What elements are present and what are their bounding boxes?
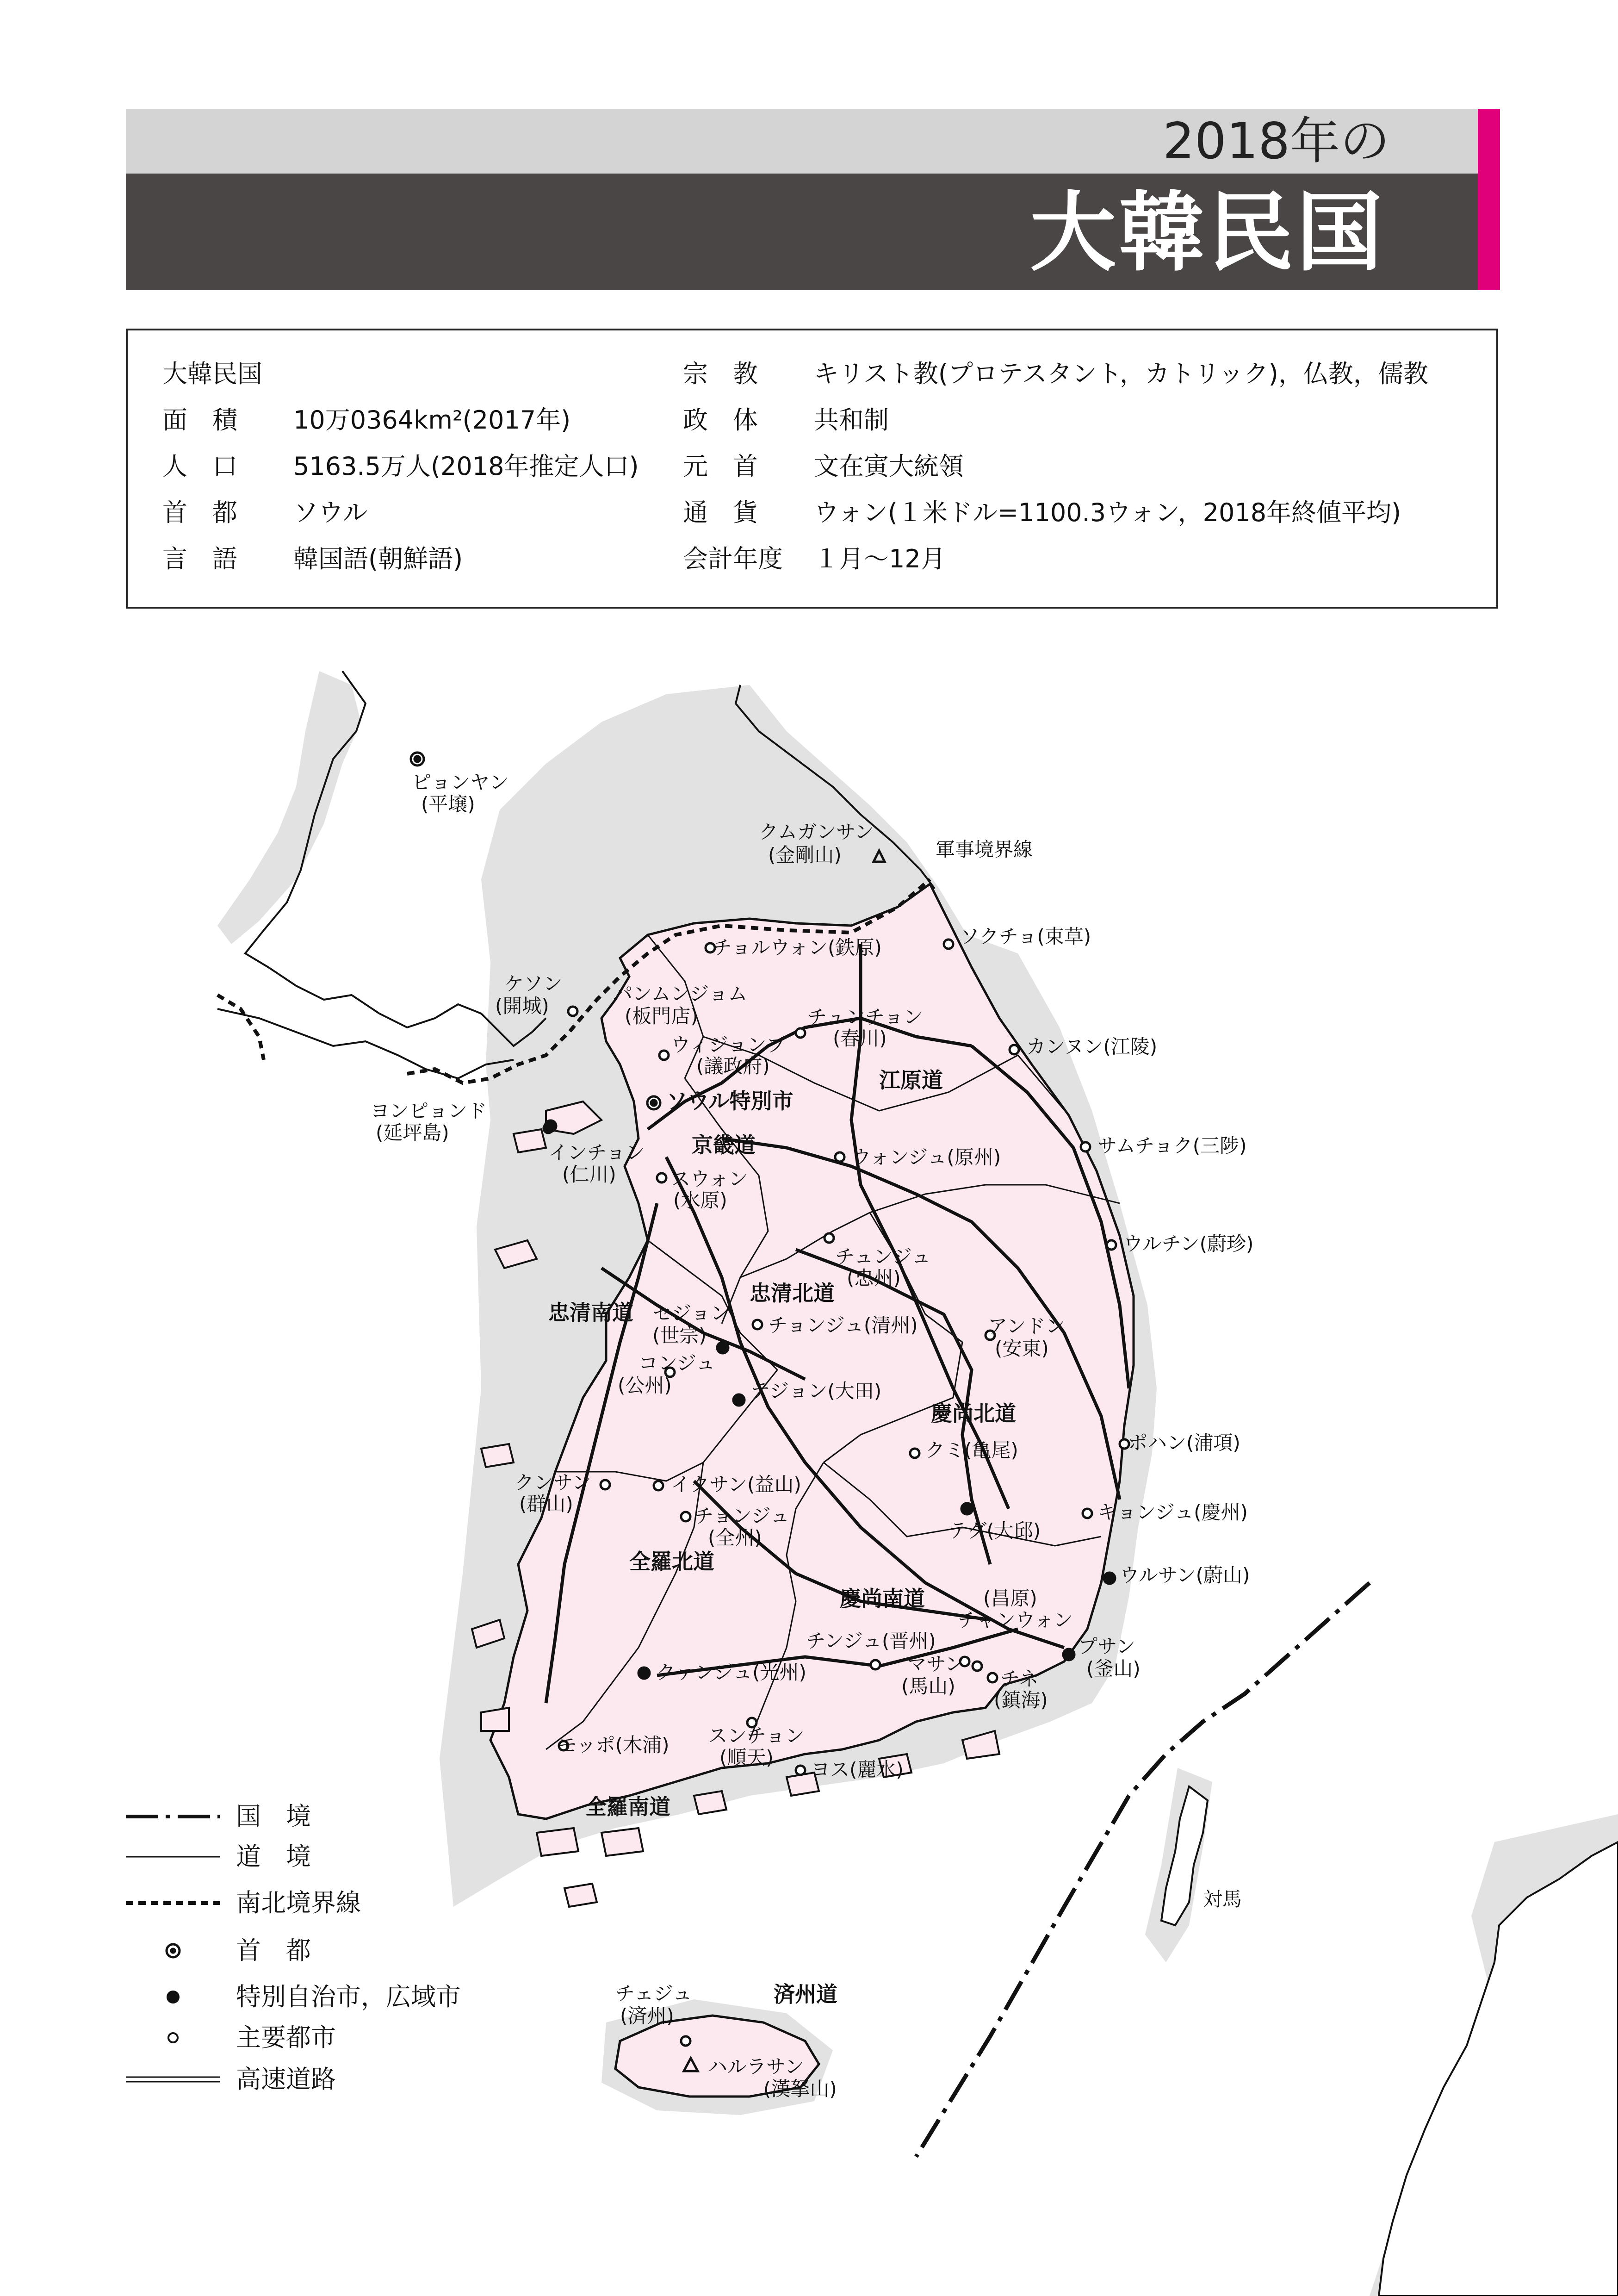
label-busan-1: プサン: [1078, 1635, 1135, 1658]
legend-capital-symbol: [167, 1944, 180, 1957]
label-gongju-2: (公州): [618, 1374, 672, 1397]
label-suwon-1: スウォン: [671, 1168, 748, 1190]
label-masan-1: マサン: [907, 1653, 964, 1675]
capital-value: ソウル: [293, 498, 368, 527]
label-gangwon: 江原道: [879, 1068, 943, 1093]
legend-major-city: 主要都市: [236, 2023, 336, 2052]
label-ulsan: ウルサン(蔚山): [1120, 1564, 1250, 1587]
head-value: 文在寅大統領: [814, 452, 964, 481]
label-jeonnam: 全羅南道: [585, 1794, 670, 1819]
area-label: 面 積: [162, 405, 237, 435]
city-marker-gumi: [910, 1449, 919, 1458]
label-jeju-province: 済州道: [774, 1982, 837, 2007]
legend-expressway-symbol: [126, 2077, 220, 2082]
label-yeonpyeong-2: (延坪島): [376, 1121, 449, 1144]
legend-special-city-symbol: [167, 1991, 179, 2003]
language-value: 韓国語(朝鮮語): [293, 544, 463, 573]
label-sejong-2: (世宗): [652, 1324, 707, 1347]
label-gyeongnam: 慶尚南道: [840, 1586, 925, 1611]
city-marker-kaesong: [568, 1007, 577, 1016]
label-cheorwon: チョルウォン(鉄原): [713, 936, 882, 959]
religion-label: 宗 教: [683, 359, 758, 388]
label-cheongju: チョンジュ(清州): [768, 1314, 918, 1337]
label-changwon-2: チャンウォン: [958, 1609, 1073, 1631]
label-hallasan-1: ハルラサン: [708, 2055, 804, 2078]
label-suncheon-2: (順天): [719, 1746, 774, 1769]
label-gunsan-1: クンサン: [515, 1471, 591, 1494]
capital-marker-seoul: [647, 1096, 660, 1109]
label-sokcho: ソクチョ(束草): [960, 925, 1091, 948]
label-jinhae-2: (鎮海): [994, 1689, 1048, 1711]
metro-marker-daegu: [961, 1503, 973, 1514]
label-gyeongju: キョンジュ(慶州): [1097, 1501, 1248, 1524]
currency-value: ウォン(１米ドル=1100.3ウォン，2018年終値平均): [814, 498, 1401, 527]
header-year: 2018年の: [1163, 112, 1390, 170]
label-andong-2: (安東): [995, 1337, 1049, 1360]
legend-capital: 首 都: [236, 1936, 311, 1965]
population-value: 5163.5万人(2018年推定人口): [293, 452, 639, 481]
legend-major-city-symbol: [168, 2033, 178, 2042]
city-marker-yeosu: [796, 1766, 805, 1775]
label-chuncheon-2: (春川): [833, 1027, 887, 1050]
label-seoul: ソウル特別市: [666, 1089, 794, 1114]
city-marker-jeju: [681, 2036, 690, 2046]
government-value: 共和制: [814, 405, 889, 435]
label-wonju: ウォンジュ(原州): [851, 1146, 1001, 1169]
label-jeonju-1: チョンジュ: [694, 1505, 790, 1527]
capital-marker-pyongyang: [411, 753, 424, 765]
label-sejong-1: セジョン: [652, 1302, 730, 1325]
city-marker-wonju: [835, 1152, 844, 1162]
north-coast-shadow: [217, 671, 361, 944]
metro-marker-incheon: [545, 1120, 556, 1132]
city-marker-suwon: [657, 1173, 666, 1182]
label-andong-1: アンドン: [988, 1315, 1065, 1338]
label-jinju: チンジュ(晋州): [806, 1630, 936, 1652]
label-suwon-2: (水原): [673, 1189, 727, 1212]
city-marker-uljin: [1107, 1240, 1116, 1250]
label-uijeongbu-2: (議政府): [696, 1055, 770, 1077]
label-tsushima: 対馬: [1203, 1888, 1242, 1910]
label-busan-2: (釜山): [1086, 1657, 1141, 1680]
label-suncheon-1: スンチョン: [708, 1724, 805, 1747]
label-chungju-2: (忠州): [847, 1267, 901, 1289]
label-gongju-1: コンジュ: [639, 1352, 716, 1375]
label-panmunjom-2: (板門店): [625, 1005, 698, 1027]
metro-marker-busan: [1063, 1649, 1074, 1660]
legend-special-city: 特別自治市，広域市: [236, 1982, 461, 2011]
city-marker-cheongju: [753, 1320, 762, 1329]
city-marker-uijeongbu: [659, 1051, 669, 1060]
label-pyongyang-2: (平壌): [421, 793, 475, 815]
city-marker-gyeongju: [1083, 1509, 1092, 1518]
city-marker-gunsan: [601, 1480, 610, 1489]
religion-value: キリスト教(プロテスタント，カトリック)，仏教，儒教: [814, 359, 1428, 388]
city-marker-chuncheon: [796, 1028, 805, 1038]
label-kaesong-1: ケソン: [504, 972, 563, 995]
official-name: 大韓民国: [162, 359, 262, 388]
fiscal-year-value: １月～12月: [814, 544, 946, 573]
city-marker-chungju: [824, 1233, 834, 1243]
label-panmunjom-1: パンムンジョム: [613, 983, 748, 1005]
metro-marker-gwangju: [639, 1668, 650, 1679]
label-kumgang-2: (金剛山): [768, 844, 842, 866]
label-kumgang-1: クムガンサン: [759, 821, 874, 843]
language-label: 言 語: [162, 544, 237, 573]
label-masan-2: (馬山): [901, 1675, 955, 1698]
label-chuncheon-1: チュンチョン: [807, 1006, 923, 1028]
label-chungju-1: チュンジュ: [835, 1245, 931, 1268]
label-chungnam: 忠清南道: [548, 1300, 633, 1325]
label-uijeongbu-1: ウィジョンブ: [671, 1033, 786, 1056]
label-gunsan-2: (群山): [519, 1493, 573, 1515]
metro-marker-daejeon: [733, 1394, 744, 1406]
legend-north-south-line: 南北境界線: [236, 1888, 361, 1917]
label-jeonju-2: (全州): [708, 1526, 762, 1549]
city-marker-jinju: [871, 1660, 880, 1669]
label-jeju-2: (済州): [620, 2004, 674, 2027]
currency-label: 通 貨: [683, 498, 758, 527]
metro-marker-sejong: [717, 1342, 728, 1353]
city-marker-changwon: [973, 1661, 982, 1671]
label-incheon-2: (仁川): [562, 1163, 616, 1186]
city-marker-pohang: [1120, 1439, 1129, 1449]
city-marker-jeonju: [681, 1512, 690, 1521]
label-jeonbuk: 全羅北道: [629, 1549, 714, 1574]
legend-provincial-border: 道 境: [236, 1842, 311, 1871]
label-gyeonggi: 京畿道: [692, 1132, 756, 1157]
label-jeju-1: チェジュ: [615, 1982, 692, 2005]
city-marker-samcheok: [1081, 1142, 1090, 1151]
label-pohang: ポハン(浦項): [1128, 1431, 1240, 1454]
population-label: 人 口: [162, 452, 237, 481]
label-dmz: 軍事境界線: [936, 838, 1033, 861]
page-title: 大韓民国: [1029, 182, 1385, 283]
label-yeosu: ヨス(麗水): [811, 1758, 904, 1781]
city-marker-iksan: [654, 1481, 663, 1490]
label-hallasan-2: (漢拏山): [763, 2078, 837, 2100]
label-iksan: イクサン(益山): [671, 1473, 801, 1496]
head-label: 元 首: [683, 452, 758, 481]
label-mokpo: モッポ(木浦): [558, 1734, 670, 1756]
label-gwangju: クァンジュ(光州): [656, 1661, 806, 1684]
city-marker-sokcho: [944, 940, 953, 949]
government-label: 政 体: [683, 405, 758, 435]
legend-national-border: 国 境: [236, 1802, 311, 1831]
area-value: 10万0364km²(2017年): [293, 405, 571, 435]
label-uljin: ウルチン(蔚珍): [1123, 1232, 1254, 1255]
legend-expressway: 高速道路: [236, 2065, 336, 2094]
label-gangneung: カンヌン(江陵): [1026, 1035, 1158, 1058]
label-jinhae-1: チネ: [1000, 1668, 1039, 1690]
fiscal-year-label: 会計年度: [683, 544, 783, 573]
city-marker-gangneung: [1010, 1045, 1019, 1054]
label-samcheok: サムチョク(三陟): [1097, 1134, 1247, 1157]
capital-label: 首 都: [162, 498, 237, 527]
label-yeonpyeong-1: ヨンピョンド: [370, 1100, 487, 1122]
label-gumi: クミ(亀尾): [925, 1439, 1018, 1462]
label-daegu: テグ(大邱): [948, 1519, 1041, 1542]
label-chungbuk: 忠清北道: [750, 1281, 835, 1306]
metro-marker-ulsan: [1104, 1573, 1115, 1584]
label-incheon-1: インチョン: [548, 1141, 645, 1164]
label-changwon-1: (昌原): [983, 1587, 1037, 1610]
label-pyongyang-1: ピョンヤン: [412, 771, 509, 794]
label-gyeongbuk: 慶尚北道: [931, 1401, 1016, 1426]
label-kaesong-2: (開城): [495, 995, 549, 1017]
city-marker-jinhae: [988, 1673, 997, 1682]
label-daejeon: テジョン(大田): [750, 1380, 882, 1402]
legend-symbols: [126, 1817, 220, 2082]
